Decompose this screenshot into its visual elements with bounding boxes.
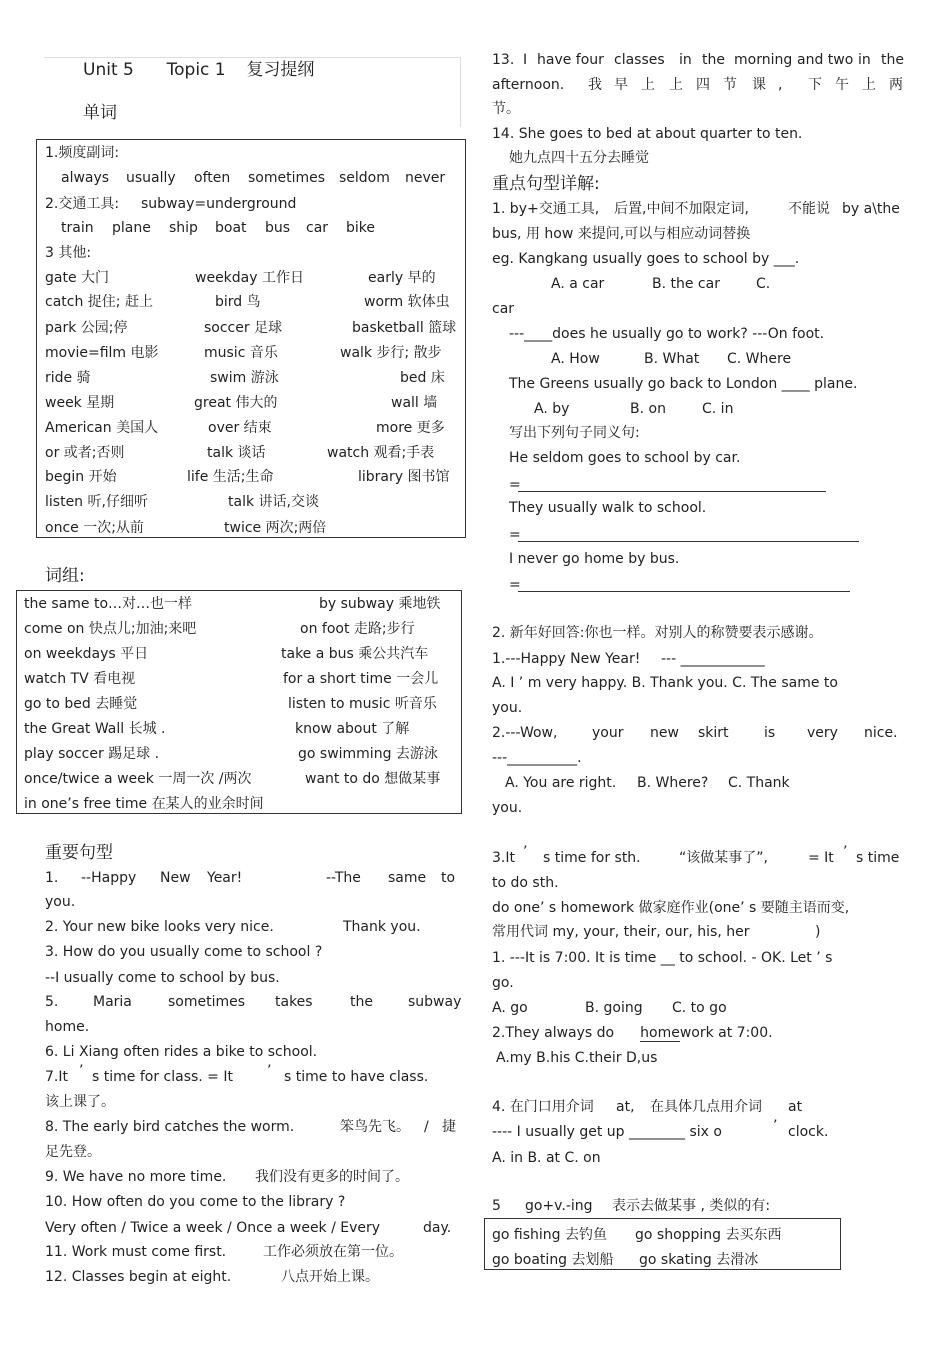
kp-text: to do sth. xyxy=(492,875,559,891)
answer-blank[interactable] xyxy=(518,591,850,592)
sentence-text: 3. How do you usually come to school ? xyxy=(45,944,323,960)
kp-text: I never go home by bus. xyxy=(509,551,680,567)
vocab-word: gate 大门 xyxy=(45,270,110,286)
sentence-text: morning xyxy=(734,52,793,68)
sentence-text: 7.It xyxy=(45,1069,68,1085)
transport-word: train xyxy=(61,220,94,236)
vocab-word: worm 软体虫 xyxy=(364,294,450,310)
kp-word: very xyxy=(807,725,838,741)
phrase-item: come on 快点儿;加油;来吧 xyxy=(24,621,197,637)
sentence-char: 节 xyxy=(723,77,737,93)
kp-text: 4. 在门口用介词 xyxy=(492,1099,594,1115)
vocab-word: basketball 篮球 xyxy=(352,320,457,336)
key-points-heading: 重点句型详解: xyxy=(492,174,600,194)
transport-word: ship xyxy=(169,220,198,236)
sentence-text: 她九点四十五分去睡觉 xyxy=(509,150,649,166)
sentence-text: takes xyxy=(275,994,313,1010)
phrase-item: in one’s free time 在某人的业余时间 xyxy=(24,796,264,812)
vocab-word: twice 两次;两倍 xyxy=(224,520,327,536)
option-text: C. in xyxy=(702,401,734,417)
kp-text: ---- I usually get up ________ six o xyxy=(492,1124,722,1140)
sentence-text: day. xyxy=(423,1220,452,1236)
freq-word: often xyxy=(194,170,231,186)
option-text: A.my B.his C.their D,us xyxy=(496,1050,658,1066)
sentence-text: 8. The early bird catches the worm. xyxy=(45,1119,295,1135)
sentence-char: 四 xyxy=(696,77,710,93)
sentence-text: s time for class. = It xyxy=(92,1069,233,1085)
sentence-text: --I usually come to school by bus. xyxy=(45,970,280,986)
sentence-char: 上 xyxy=(862,77,876,93)
option-text: A. go xyxy=(492,1000,528,1016)
page-title xyxy=(83,62,314,79)
sentence-text: 11. Work must come first. xyxy=(45,1244,227,1260)
sentence-text: Very often / Twice a week / Once a week / Every xyxy=(45,1220,381,1236)
sentence-text: 八点开始上课。 xyxy=(281,1269,379,1285)
sentence-char: 上 xyxy=(669,77,683,93)
vocab-word: begin 开始 xyxy=(45,469,117,485)
sentence-text: Thank you. xyxy=(343,919,421,935)
kp-text: 在具体几点用介词 xyxy=(650,1099,762,1115)
answer-blank[interactable] xyxy=(518,491,826,492)
sentence-text: have four xyxy=(537,52,604,68)
vocab-word: ride 骑 xyxy=(45,370,91,386)
phrase-item: go to bed 去睡觉 xyxy=(24,696,138,712)
title-cn: 复习提纲 xyxy=(246,60,315,80)
sentence-text: same xyxy=(388,870,427,886)
vocab-word: movie=film 电影 xyxy=(45,345,159,361)
sentence-text: afternoon. xyxy=(492,77,565,93)
vocab-word: more 更多 xyxy=(376,420,445,436)
option-text: B. Where? xyxy=(637,775,709,791)
sentence-text: you. xyxy=(45,894,76,910)
sentence-char: 两 xyxy=(889,77,903,93)
sentence-text: classes xyxy=(614,52,665,68)
sentence-char: , xyxy=(778,77,783,93)
vocab-word: talk 讲话,交谈 xyxy=(228,494,319,510)
sentence-text: Year! xyxy=(207,870,243,886)
sentence-text: to xyxy=(441,870,456,886)
transport-word: bike xyxy=(346,220,375,236)
kp-text: at xyxy=(788,1099,803,1115)
option-text: A. in B. at C. on xyxy=(492,1150,601,1166)
option-text: B. the car xyxy=(652,276,720,292)
phrase-item: the Great Wall 长城 . xyxy=(24,721,166,737)
phrase-item: play soccer 踢足球 . xyxy=(24,746,160,762)
sentence-text: / xyxy=(424,1119,429,1135)
sentence-text: --The xyxy=(326,870,361,886)
sentence-char: 早 xyxy=(614,77,628,93)
sentence-text: the xyxy=(881,52,904,68)
kp-word: your xyxy=(592,725,624,741)
sentence-text: home. xyxy=(45,1019,90,1035)
sentence-char: 我 xyxy=(588,77,602,93)
sentence-text: 14. She goes to bed at about quarter to ten. xyxy=(492,126,803,142)
phrase-item: for a short time 一会儿 xyxy=(283,671,439,687)
sentence-text: 10. How often do you come to the library ? xyxy=(45,1194,346,1210)
sentence-text: 1. xyxy=(45,870,59,886)
kp-text: --- ____________ xyxy=(661,651,765,667)
phrase-item: on weekdays 平日 xyxy=(24,646,149,662)
vocab-word: life 生活;生命 xyxy=(187,469,274,485)
sentence-text: in xyxy=(858,52,871,68)
kp-text: ’ xyxy=(843,844,848,860)
kp-text: s time xyxy=(856,850,900,866)
phrase-item: by subway 乘地铁 xyxy=(319,596,441,612)
sentence-text: 捷 xyxy=(442,1119,456,1135)
kp-text xyxy=(492,1026,773,1040)
kp-text: “该做某事了”, xyxy=(679,850,768,866)
kp-text: 1. by+交通工具, xyxy=(492,201,600,217)
sentence-text: I xyxy=(523,52,528,68)
vocab-word: swim 游泳 xyxy=(210,370,279,386)
sentence-char: 课 xyxy=(752,77,766,93)
vocab-word: talk 谈话 xyxy=(207,445,266,461)
kp-text: = xyxy=(509,527,521,543)
other-title: 3 其他: xyxy=(45,245,92,261)
kp-word: skirt xyxy=(698,725,729,741)
kp-text: 1. ---It is 7:00. It is time __ to school. - OK. Let ’ s xyxy=(492,950,833,966)
kp-text: ’ xyxy=(773,1118,778,1134)
kp-text: by a\the xyxy=(842,201,900,217)
vocab-word: or 或者;否则 xyxy=(45,445,125,461)
kp-text: 表示去做某事 , 类似的有: xyxy=(612,1198,771,1214)
header-top-rule xyxy=(44,57,460,58)
sentence-text: Maria xyxy=(93,994,132,1010)
header-right-rule xyxy=(460,57,461,127)
kp-word: nice. xyxy=(864,725,898,741)
option-text: C. Thank xyxy=(728,775,790,791)
words-heading: 单词 xyxy=(83,103,117,123)
sentence-text: 我们没有更多的时间了。 xyxy=(255,1169,409,1185)
vocab-word: music 音乐 xyxy=(204,345,278,361)
freq-word: usually xyxy=(126,170,176,186)
kp-text: bus, 用 how 来提问,可以与相应动词替换 xyxy=(492,226,751,242)
kp-text: ---__________. xyxy=(492,750,582,766)
sentence-char: 午 xyxy=(835,77,849,93)
option-text: C. to go xyxy=(672,1000,727,1016)
vocab-word: listen 听,仔细听 xyxy=(45,494,148,510)
kp-word: new xyxy=(650,725,679,741)
freq-title: 1.频度副词: xyxy=(45,145,120,161)
sentence-text: New xyxy=(160,870,191,886)
sentence-char: 上 xyxy=(641,77,655,93)
kp-text: 后置,中间不加限定词, xyxy=(614,201,749,217)
transport-word: boat xyxy=(215,220,247,236)
kp-text: s time for sth. xyxy=(543,850,641,866)
kp-text: 2. 新年好回答:你也一样。对别人的称赞要表示感谢。 xyxy=(492,625,823,641)
phrase-item: once/twice a week 一周一次 /两次 xyxy=(24,771,252,787)
option-text: B. on xyxy=(630,401,666,417)
phrase-item: want to do 想做某事 xyxy=(305,771,441,787)
phrase-item: take a bus 乘公共汽车 xyxy=(281,646,429,662)
phrase-item: go shopping 去买东西 xyxy=(635,1227,782,1243)
option-text: A. You are right. xyxy=(505,775,617,791)
sentence-text: 12. Classes begin at eight. xyxy=(45,1269,232,1285)
vocab-word: soccer 足球 xyxy=(204,320,283,336)
phrase-item: go swimming 去游泳 xyxy=(298,746,438,762)
kp-text: 写出下列句子同义句: xyxy=(509,425,640,441)
kp-text: = xyxy=(509,577,521,593)
kp-text: 3.It xyxy=(492,850,515,866)
kp-word: is xyxy=(764,725,776,741)
sentence-text: 工作必须放在第一位。 xyxy=(263,1244,403,1260)
kp-text: eg. Kangkang usually goes to school by ___. xyxy=(492,251,800,267)
vocab-word: over 结束 xyxy=(208,420,272,436)
phrase-item: go boating 去划船 xyxy=(492,1252,614,1268)
option-text: B. What xyxy=(644,351,700,367)
freq-word: always xyxy=(61,170,110,186)
sentence-text: 笨鸟先飞。 xyxy=(340,1119,410,1135)
vocab-word: library 图书馆 xyxy=(358,469,450,485)
title-topic: Topic 1 xyxy=(166,60,226,80)
vocab-word: park 公园;停 xyxy=(45,320,128,336)
option-text: A. How xyxy=(551,351,600,367)
option-text: A. I ’ m very happy. B. Thank you. C. The same to xyxy=(492,675,838,691)
kp-text: 5 xyxy=(492,1198,501,1214)
sentence-text: sometimes xyxy=(168,994,246,1010)
sentence-text: 足先登。 xyxy=(45,1144,101,1160)
vocab-word: early 早的 xyxy=(368,270,436,286)
sentence-text: subway xyxy=(408,994,462,1010)
vocab-word: great 伟大的 xyxy=(194,395,278,411)
vocab-word: American 美国人 xyxy=(45,420,159,436)
sentence-text: 2. Your new bike looks very nice. xyxy=(45,919,274,935)
transport-title: 2.交通工具: xyxy=(45,196,120,212)
sentence-text: ’ xyxy=(267,1063,272,1079)
option-text: B. going xyxy=(585,1000,643,1016)
phrases-heading: 词组: xyxy=(45,566,85,586)
vocab-word: once 一次;从前 xyxy=(45,520,144,536)
vocab-word: watch 观看;手表 xyxy=(327,445,435,461)
sentence-text: 9. We have no more time. xyxy=(45,1169,227,1185)
vocab-word: catch 捉住; 赶上 xyxy=(45,294,153,310)
kp-text: 1.---Happy New Year! xyxy=(492,651,641,667)
kp-text: at, xyxy=(616,1099,635,1115)
kp-text: clock. xyxy=(788,1124,829,1140)
kp-text: ---____does he usually go to work? ---On foot. xyxy=(509,326,825,342)
kp-text: 不能说 xyxy=(788,201,830,217)
option-text: A. a car xyxy=(551,276,605,292)
kp-text: go. xyxy=(492,975,514,991)
option-text: C. xyxy=(756,276,771,292)
kp-word: 2.---Wow, xyxy=(492,725,558,741)
phrase-item: listen to music 听音乐 xyxy=(288,696,437,712)
freq-word: sometimes xyxy=(248,170,326,186)
sentence-text: 节。 xyxy=(492,101,520,117)
vocab-word: bird 鸟 xyxy=(215,294,261,310)
sentence-text: the xyxy=(350,994,373,1010)
vocab-word: weekday 工作日 xyxy=(195,270,304,286)
kp-text: go+v.-ing xyxy=(525,1198,593,1214)
phrase-item: on foot 走路;步行 xyxy=(300,621,415,637)
kp-text: The Greens usually go back to London ____ plane. xyxy=(509,376,858,392)
kp-text: 常用代词 my, your, their, our, his, her xyxy=(492,924,750,940)
sentence-text: s time to have class. xyxy=(284,1069,429,1085)
transport-word: car xyxy=(306,220,329,236)
title-unit: Unit 5 xyxy=(83,60,134,80)
vocab-word: walk 步行; 散步 xyxy=(340,345,442,361)
sentence-char: 下 xyxy=(808,77,822,93)
sentence-text: 13. xyxy=(492,52,515,68)
sentence-text: 6. Li Xiang often rides a bike to school. xyxy=(45,1044,318,1060)
transport-word: plane xyxy=(112,220,151,236)
kp-text: = It xyxy=(808,850,834,866)
sentence-text: in xyxy=(679,52,692,68)
transport-word: bus xyxy=(265,220,291,236)
kp-text-part: home xyxy=(640,1025,680,1041)
vocab-word: wall 墙 xyxy=(391,395,438,411)
kp-text: He seldom goes to school by car. xyxy=(509,450,741,466)
option-text: car xyxy=(492,301,515,317)
sentence-text: ’ xyxy=(79,1063,84,1079)
phrase-item: the same to…对…也一样 xyxy=(24,596,193,612)
kp-text-part: work at 7:00. xyxy=(679,1025,773,1041)
option-text: you. xyxy=(492,700,523,716)
sentence-text: --Happy xyxy=(81,870,137,886)
sentence-text: 5. xyxy=(45,994,59,1010)
phrase-item: go fishing 去钓鱼 xyxy=(492,1227,607,1243)
kp-text: ) xyxy=(815,924,821,940)
freq-word: seldom xyxy=(339,170,390,186)
kp-text: = xyxy=(509,477,521,493)
vocab-word: week 星期 xyxy=(45,395,115,411)
phrase-item: go skating 去滑冰 xyxy=(639,1252,759,1268)
kp-text: do one’ s homework 做家庭作业(one’ s 要随主语而变, xyxy=(492,900,850,916)
sentence-text: the xyxy=(702,52,725,68)
sentence-text: 该上课了。 xyxy=(45,1094,115,1110)
kp-text-part: 2.They always do xyxy=(492,1025,615,1041)
option-text: A. by xyxy=(534,401,570,417)
transport-subway: subway=underground xyxy=(141,196,297,212)
option-text: C. Where xyxy=(727,351,792,367)
kp-text: ’ xyxy=(523,844,528,860)
sentences-heading: 重要句型 xyxy=(45,843,113,863)
phrase-item: watch TV 看电视 xyxy=(24,671,136,687)
answer-blank[interactable] xyxy=(518,541,859,542)
freq-word: never xyxy=(405,170,446,186)
option-text: you. xyxy=(492,800,523,816)
kp-text: They usually walk to school. xyxy=(509,500,707,516)
sentence-text: and two xyxy=(797,52,854,68)
vocab-word: bed 床 xyxy=(400,370,445,386)
phrase-item: know about 了解 xyxy=(295,721,410,737)
